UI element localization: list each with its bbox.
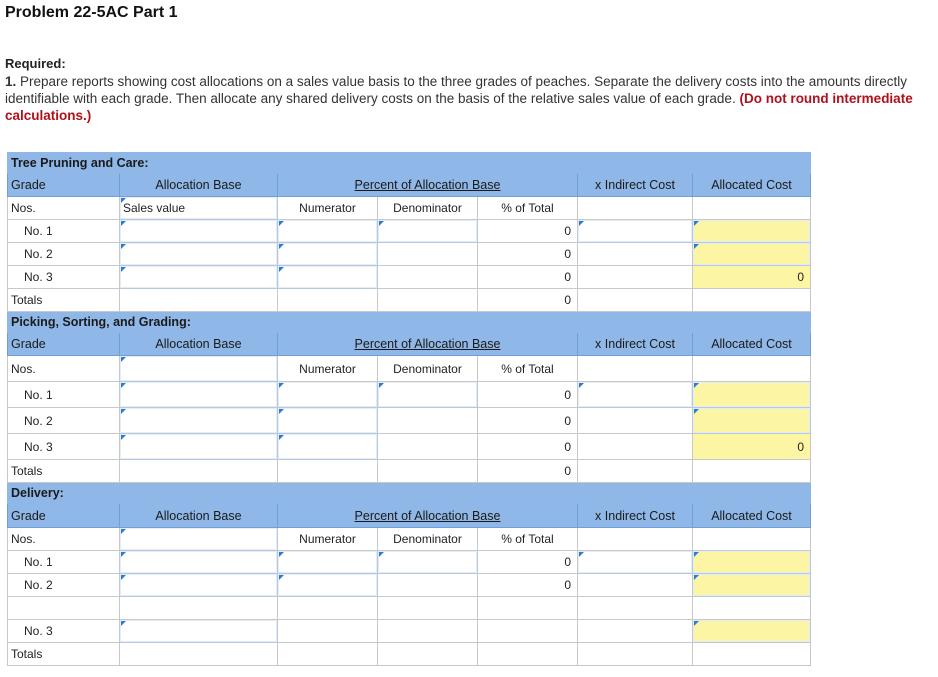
allocation-base-input[interactable] [120, 266, 278, 289]
numerator-input[interactable] [278, 382, 378, 408]
page-title: Problem 22-5AC Part 1 [5, 4, 178, 21]
allocation-base-input[interactable] [120, 528, 278, 551]
subheader-row [8, 528, 811, 551]
pct-total-value: 0 [478, 266, 578, 289]
indirect-cost-input[interactable] [578, 220, 693, 243]
allocated-cost-input[interactable] [693, 551, 811, 574]
numerator-header: Numerator [278, 528, 378, 551]
header-row [8, 333, 811, 356]
allocated-cost-input[interactable] [693, 408, 811, 434]
required-label: Required: [5, 56, 66, 71]
instruction-text: Prepare reports showing cost allocations on a sales value basis to the three grades of peaches. Separate the delivery costs into the amounts directly identifiable with each grade. Then allocate any shared delivery costs on the basis of the relative sales value of each grade. [5, 74, 908, 106]
instruction-number: 1. [5, 74, 17, 89]
pct-total-header: % of Total [478, 197, 578, 220]
table-row [8, 266, 811, 289]
numerator-header: Numerator [278, 356, 378, 382]
allocation-base-input[interactable] [120, 551, 278, 574]
subheader-row [8, 356, 811, 382]
denominator-header: Denominator [378, 197, 478, 220]
section-title: Tree Pruning and Care: [8, 153, 811, 174]
allocated-cost-value: 0 [693, 266, 811, 289]
percent-base-header: Percent of Allocation Base [278, 504, 578, 528]
allocation-worksheet [7, 152, 811, 666]
pct-total-sum: 0 [478, 289, 578, 312]
section-title: Delivery: [8, 483, 811, 504]
grade-label: No. 1 [8, 220, 120, 243]
totals-row [8, 643, 811, 666]
indirect-cost-input[interactable] [578, 382, 693, 408]
grade-label: No. 2 [8, 574, 120, 597]
allocation-base-input[interactable] [120, 620, 278, 643]
allocation-base-header: Allocation Base [120, 504, 278, 528]
nos-label: Nos. [8, 356, 120, 382]
allocated-cost-header: Allocated Cost [693, 174, 811, 197]
pct-total-value: 0 [478, 434, 578, 460]
allocation-base-header: Allocation Base [120, 174, 278, 197]
allocation-base-input[interactable] [120, 574, 278, 597]
spacer-row [8, 597, 811, 620]
indirect-cost-input[interactable] [578, 551, 693, 574]
numerator-input[interactable] [278, 551, 378, 574]
grade-label: No. 1 [8, 382, 120, 408]
table-row [8, 408, 811, 434]
allocation-base-header: Allocation Base [120, 333, 278, 356]
allocated-cost-input[interactable] [693, 382, 811, 408]
numerator-input[interactable] [278, 266, 378, 289]
allocated-cost-header: Allocated Cost [693, 504, 811, 528]
numerator-input[interactable] [278, 243, 378, 266]
numerator-input[interactable] [278, 220, 378, 243]
totals-label: Totals [8, 643, 120, 666]
indirect-cost-header: x Indirect Cost [578, 174, 693, 197]
allocation-base-input[interactable] [120, 382, 278, 408]
grade-header: Grade [8, 504, 120, 528]
allocated-cost-input[interactable] [693, 620, 811, 643]
allocation-base-input[interactable] [120, 356, 278, 382]
pct-total-value [478, 620, 578, 643]
table-row [8, 382, 811, 408]
header-row [8, 504, 811, 528]
grade-label: No. 3 [8, 434, 120, 460]
indirect-cost-header: x Indirect Cost [578, 504, 693, 528]
totals-row [8, 289, 811, 312]
allocation-base-input[interactable] [120, 243, 278, 266]
allocation-base-input[interactable] [120, 434, 278, 460]
pct-total-value: 0 [478, 551, 578, 574]
table-row [8, 620, 811, 643]
section-title: Picking, Sorting, and Grading: [8, 312, 811, 333]
denominator-input[interactable] [378, 220, 478, 243]
allocated-cost-input[interactable] [693, 220, 811, 243]
table-row [8, 434, 811, 460]
percent-base-header: Percent of Allocation Base [278, 333, 578, 356]
grade-label: No. 3 [8, 620, 120, 643]
table-row [8, 551, 811, 574]
numerator-input[interactable] [278, 574, 378, 597]
pct-total-value: 0 [478, 220, 578, 243]
table-row [8, 243, 811, 266]
grade-label: No. 2 [8, 243, 120, 266]
totals-label: Totals [8, 289, 120, 312]
numerator-input[interactable] [278, 434, 378, 460]
numerator-input[interactable] [278, 408, 378, 434]
numerator-header: Numerator [278, 197, 378, 220]
allocated-cost-input[interactable] [693, 243, 811, 266]
grade-header: Grade [8, 174, 120, 197]
allocation-base-input[interactable] [120, 408, 278, 434]
allocated-cost-input[interactable] [693, 574, 811, 597]
header-row [8, 174, 811, 197]
section-picking-sorting [8, 312, 811, 333]
allocated-cost-header: Allocated Cost [693, 333, 811, 356]
subheader-row [8, 197, 811, 220]
nos-label: Nos. [8, 528, 120, 551]
instructions [5, 73, 935, 124]
grade-label: No. 2 [8, 408, 120, 434]
grade-label: No. 1 [8, 551, 120, 574]
pct-total-header: % of Total [478, 356, 578, 382]
denominator-input[interactable] [378, 382, 478, 408]
pct-total-value: 0 [478, 408, 578, 434]
denominator-input[interactable] [378, 551, 478, 574]
table-row [8, 574, 811, 597]
allocation-base-input[interactable]: Sales value [120, 197, 278, 220]
table-row [8, 220, 811, 243]
pct-total-value: 0 [478, 382, 578, 408]
totals-row [8, 460, 811, 483]
grade-header: Grade [8, 333, 120, 356]
pct-total-value: 0 [478, 243, 578, 266]
rounding-note: (Do not round intermediate calculations.) [5, 91, 913, 123]
percent-base-header: Percent of Allocation Base [278, 174, 578, 197]
denominator-header: Denominator [378, 356, 478, 382]
pct-total-sum: 0 [478, 460, 578, 483]
allocated-cost-value: 0 [693, 434, 811, 460]
pct-total-header: % of Total [478, 528, 578, 551]
denominator-header: Denominator [378, 528, 478, 551]
indirect-cost-header: x Indirect Cost [578, 333, 693, 356]
section-tree-pruning [8, 153, 811, 174]
section-delivery [8, 483, 811, 504]
allocation-base-input[interactable] [120, 220, 278, 243]
nos-label: Nos. [8, 197, 120, 220]
grade-label: No. 3 [8, 266, 120, 289]
pct-total-value: 0 [478, 574, 578, 597]
totals-label: Totals [8, 460, 120, 483]
pct-total-sum [478, 643, 578, 666]
